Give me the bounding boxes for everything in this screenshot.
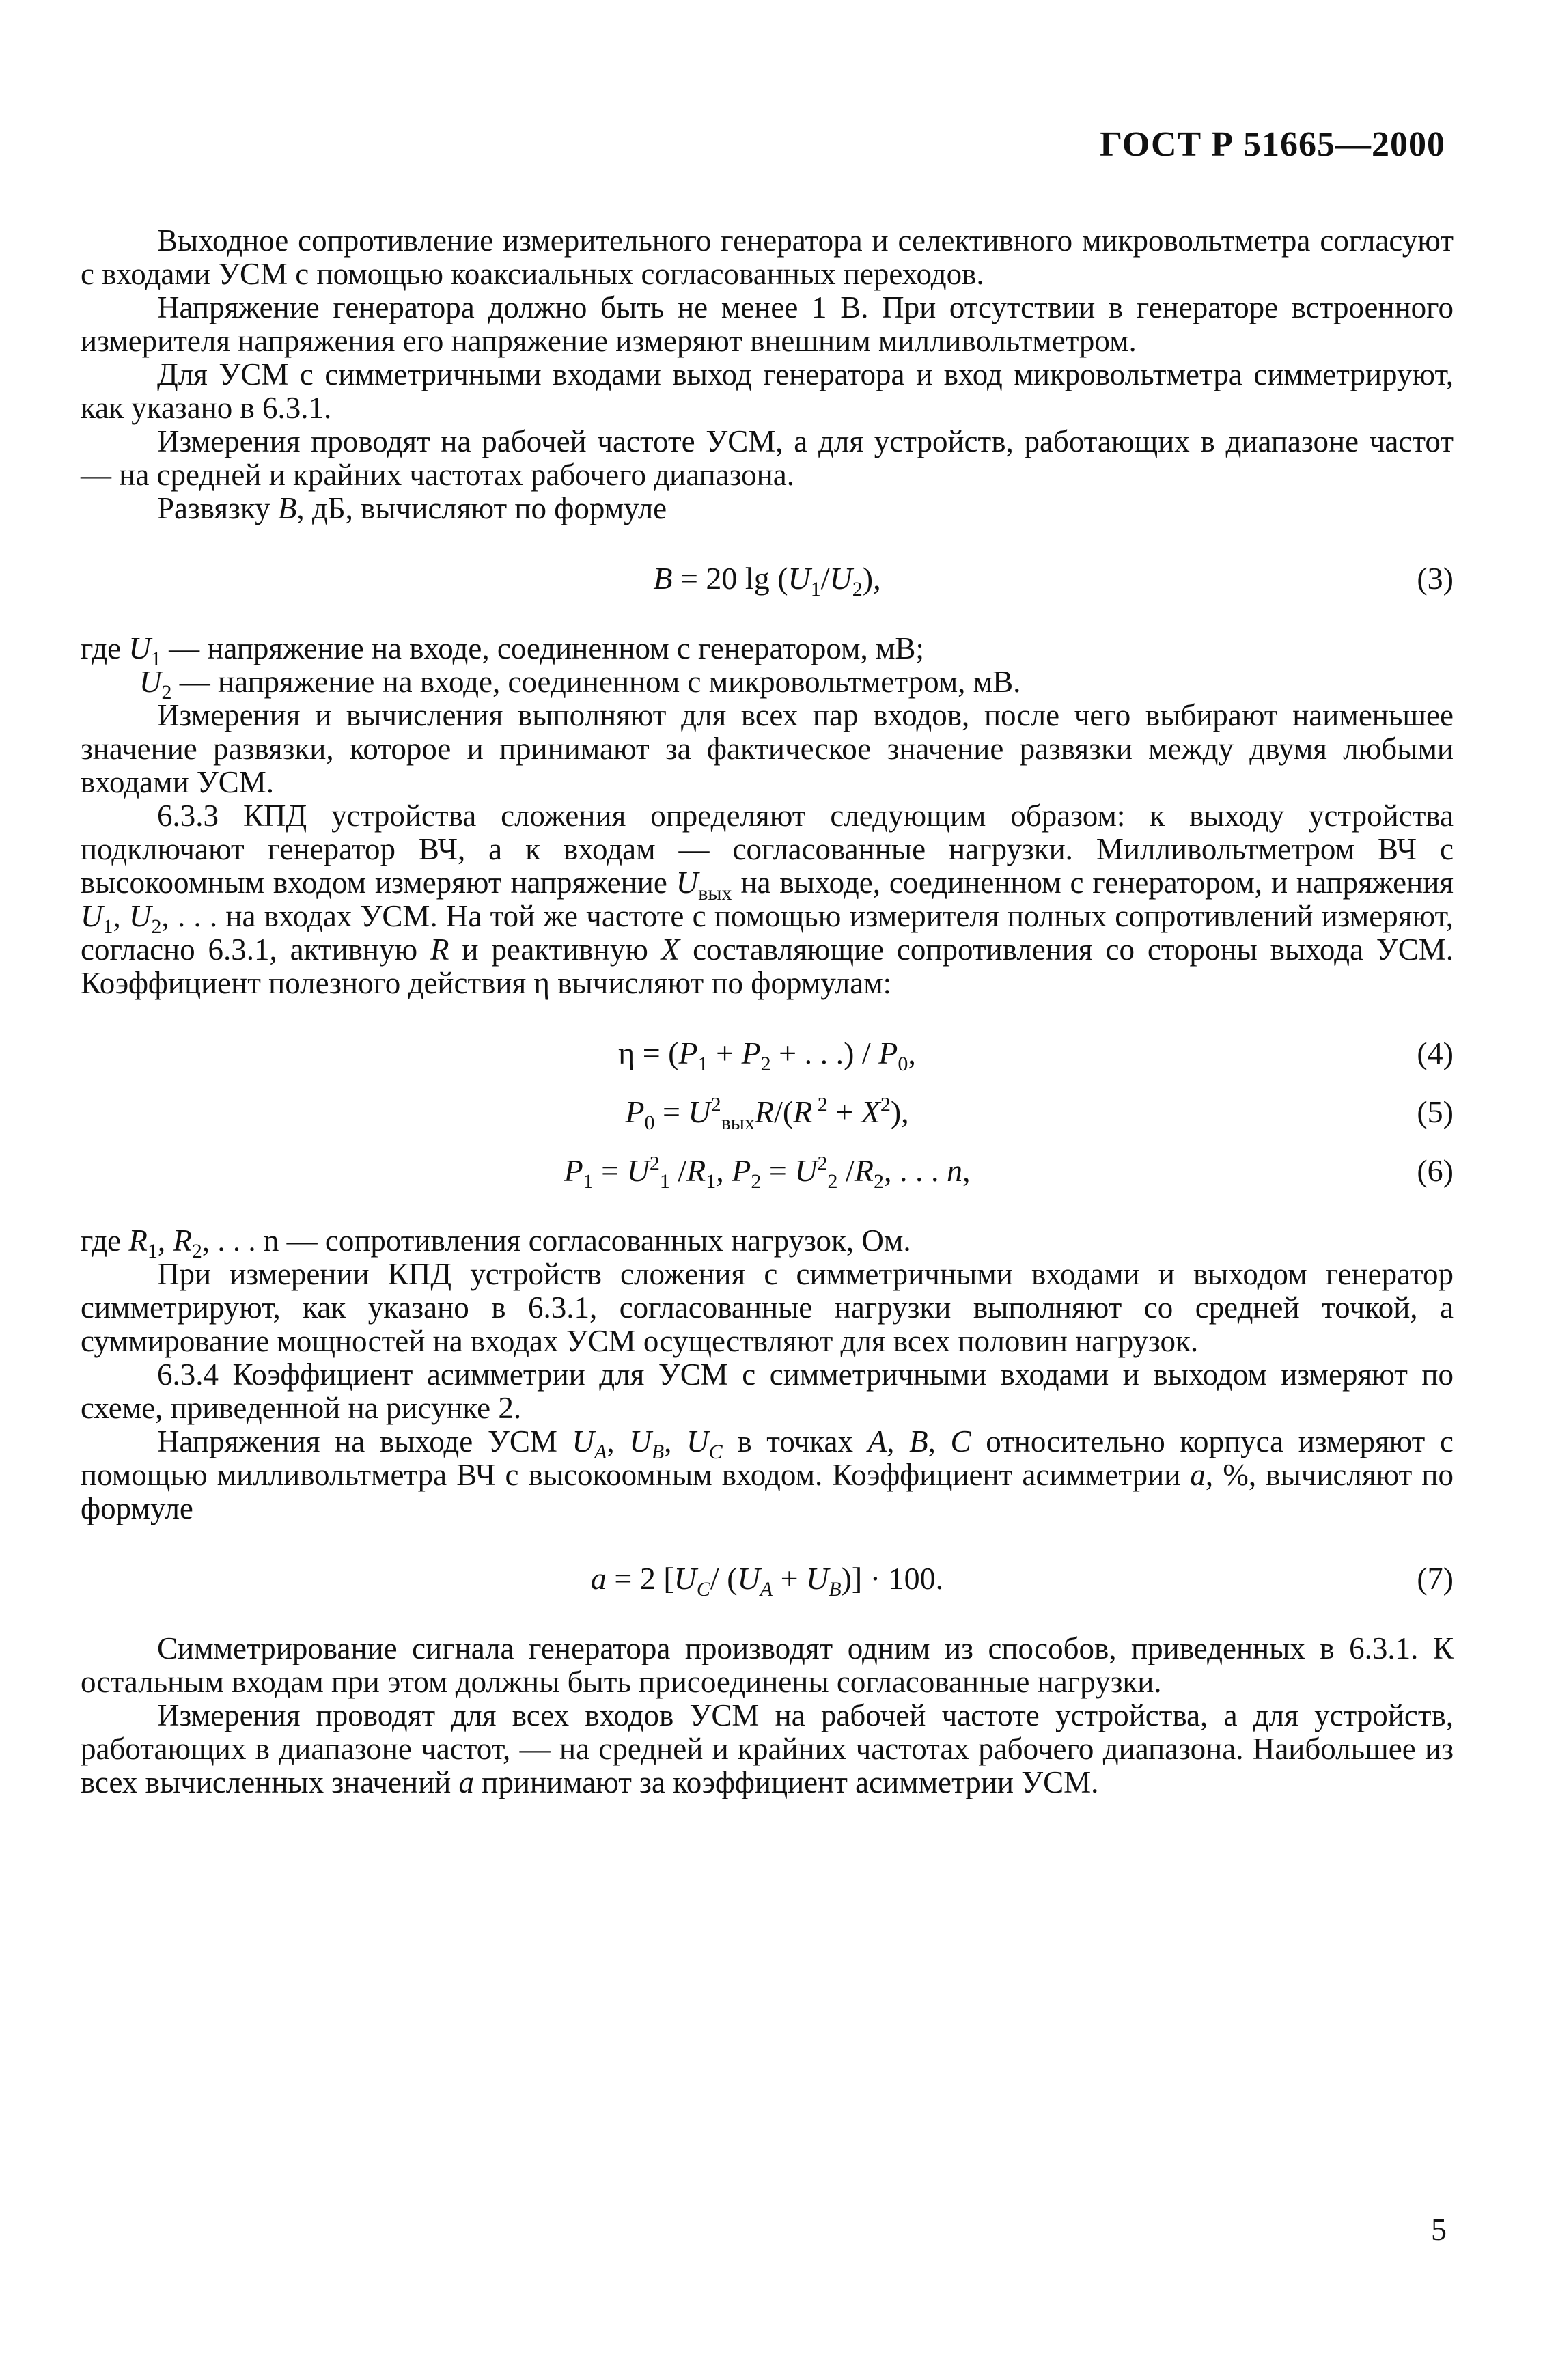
page-number: 5 [1431, 2212, 1447, 2247]
formula-number: (7) [1417, 1561, 1454, 1596]
formula-number: (4) [1417, 1036, 1454, 1070]
paragraph-isolation-intro: Развязку B, дБ, вычисляют по формуле [157, 491, 667, 525]
formula-4: $\eta = (P_1 + P_2$ + . . .) / $P_0$, (4) [81, 1033, 1454, 1074]
formula-7: a = 2 [$U_C/$ $(U_A + U_B)] \cdot 100$. (7) [81, 1558, 1454, 1599]
where-r: где $R_1$, $R_2$, . . . n — сопротивления согласованных нагрузок, Ом. [81, 1223, 911, 1262]
formula-number: (3) [1417, 561, 1454, 596]
formula-number: (5) [1417, 1094, 1454, 1129]
where-u1: где $U_1$ — напряжение на входе, соединенном с генератором, мВ; [81, 631, 924, 670]
document-body [81, 224, 1454, 1799]
paragraph-symmetrization: Симметрирование сигнала генератора производят одним из способов, приведенных в 6.3.1. К остальным входам при этом должны быть присоединены согласованные нагрузки. [81, 1631, 1454, 1699]
formula-number: (6) [1417, 1153, 1454, 1188]
standard-header: ГОСТ Р 51665—2000 [1100, 125, 1445, 164]
paragraph-voltages: Напряжения на выходе УСМ $U_A$, $U_B$, $U_C$ в точках A, B, C относительно корпуса измеряют с помощью милливольтметра ВЧ с высокоомным входом. Коэффициент асимметрии a, %, вычисляют по формуле [81, 1424, 1454, 1525]
paragraph-symmetric-inputs: Для УСМ с симметричными входами выход генератора и вход микровольтметра симметрируют, как указано в 6.3.1. [81, 357, 1454, 425]
formula-5: $P_0 = U^2_{вых}R/(R$ $^2 + X^2$), (5) [81, 1092, 1454, 1133]
paragraph-6-3-3: 6.3.3 КПД устройства сложения определяют следующим образом: к выходу устройства подключают генератор ВЧ, а к входам — согласованные нагрузки. Милливольтметром ВЧ с высокоомным входом измеряют напряжение $U_{вых}$ на выходе, соединенном с генератором, и напряжения $U_1$, $U_2$, . . . на входах УСМ. На той же частоте с помощью измерителя полных сопротивлений измеряют, согласно 6.3.1, активную R и реактивную X составляющие сопротивления со стороны выхода УСМ. Коэффициент полезного действия η вычисляют по формулам: [81, 799, 1454, 1000]
paragraph-generator-voltage: Напряжение генератора должно быть не менее 1 В. При отсутствии в генераторе встроенного измерителя напряжения его напряжение измеряют внешним милливольтметром. [81, 290, 1454, 358]
where-u2: $U_2$ — напряжение на входе, соединенном с микровольтметром, мВ. [139, 665, 1021, 704]
formula-3: B = 20 $\lg (U_1/U_2)$, (3) [81, 558, 1454, 599]
paragraph-6-3-4: 6.3.4 Коэффициент асимметрии для УСМ с симметричными входами и выходом измеряют по схеме, приведенной на рисунке 2. [81, 1357, 1454, 1425]
formula-6: $P_1 = U^2_1$ $/R_1$, $P_2 = U^2_2$ $/R_2$, . . . n, (6) [81, 1150, 1454, 1191]
paragraph-max-asymmetry: Измерения проводят для всех входов УСМ на рабочей частоте устройства, а для устройств, работающих в диапазоне частот, — на средней и крайних частотах рабочего диапазона. Наибольшее из всех вычисленных значений a принимают за коэффициент асимметрии УСМ. [81, 1698, 1454, 1799]
paragraph-symmetric-kpd: При измерении КПД устройств сложения с симметричными входами и выходом генератор симметрируют, как указано в 6.3.1, согласованные нагрузки выполняют со средней точкой, а суммирование мощностей на входах УСМ осуществляют для всех половин нагрузок. [81, 1257, 1454, 1358]
paragraph-pairs: Измерения и вычисления выполняют для всех пар входов, после чего выбирают наименьшее значение развязки, которое и принимают за фактическое значение развязки между двумя любыми входами УСМ. [81, 698, 1454, 799]
paragraph-output-resistance: Выходное сопротивление измерительного генератора и селективного микровольтметра согласуют с входами УСМ с помощью коаксиальных согласованных переходов. [81, 223, 1454, 291]
paragraph-measurement-frequency: Измерения проводят на рабочей частоте УСМ, а для устройств, работающих в диапазоне частот — на средней и крайних частотах рабочего диапазона. [81, 424, 1454, 492]
